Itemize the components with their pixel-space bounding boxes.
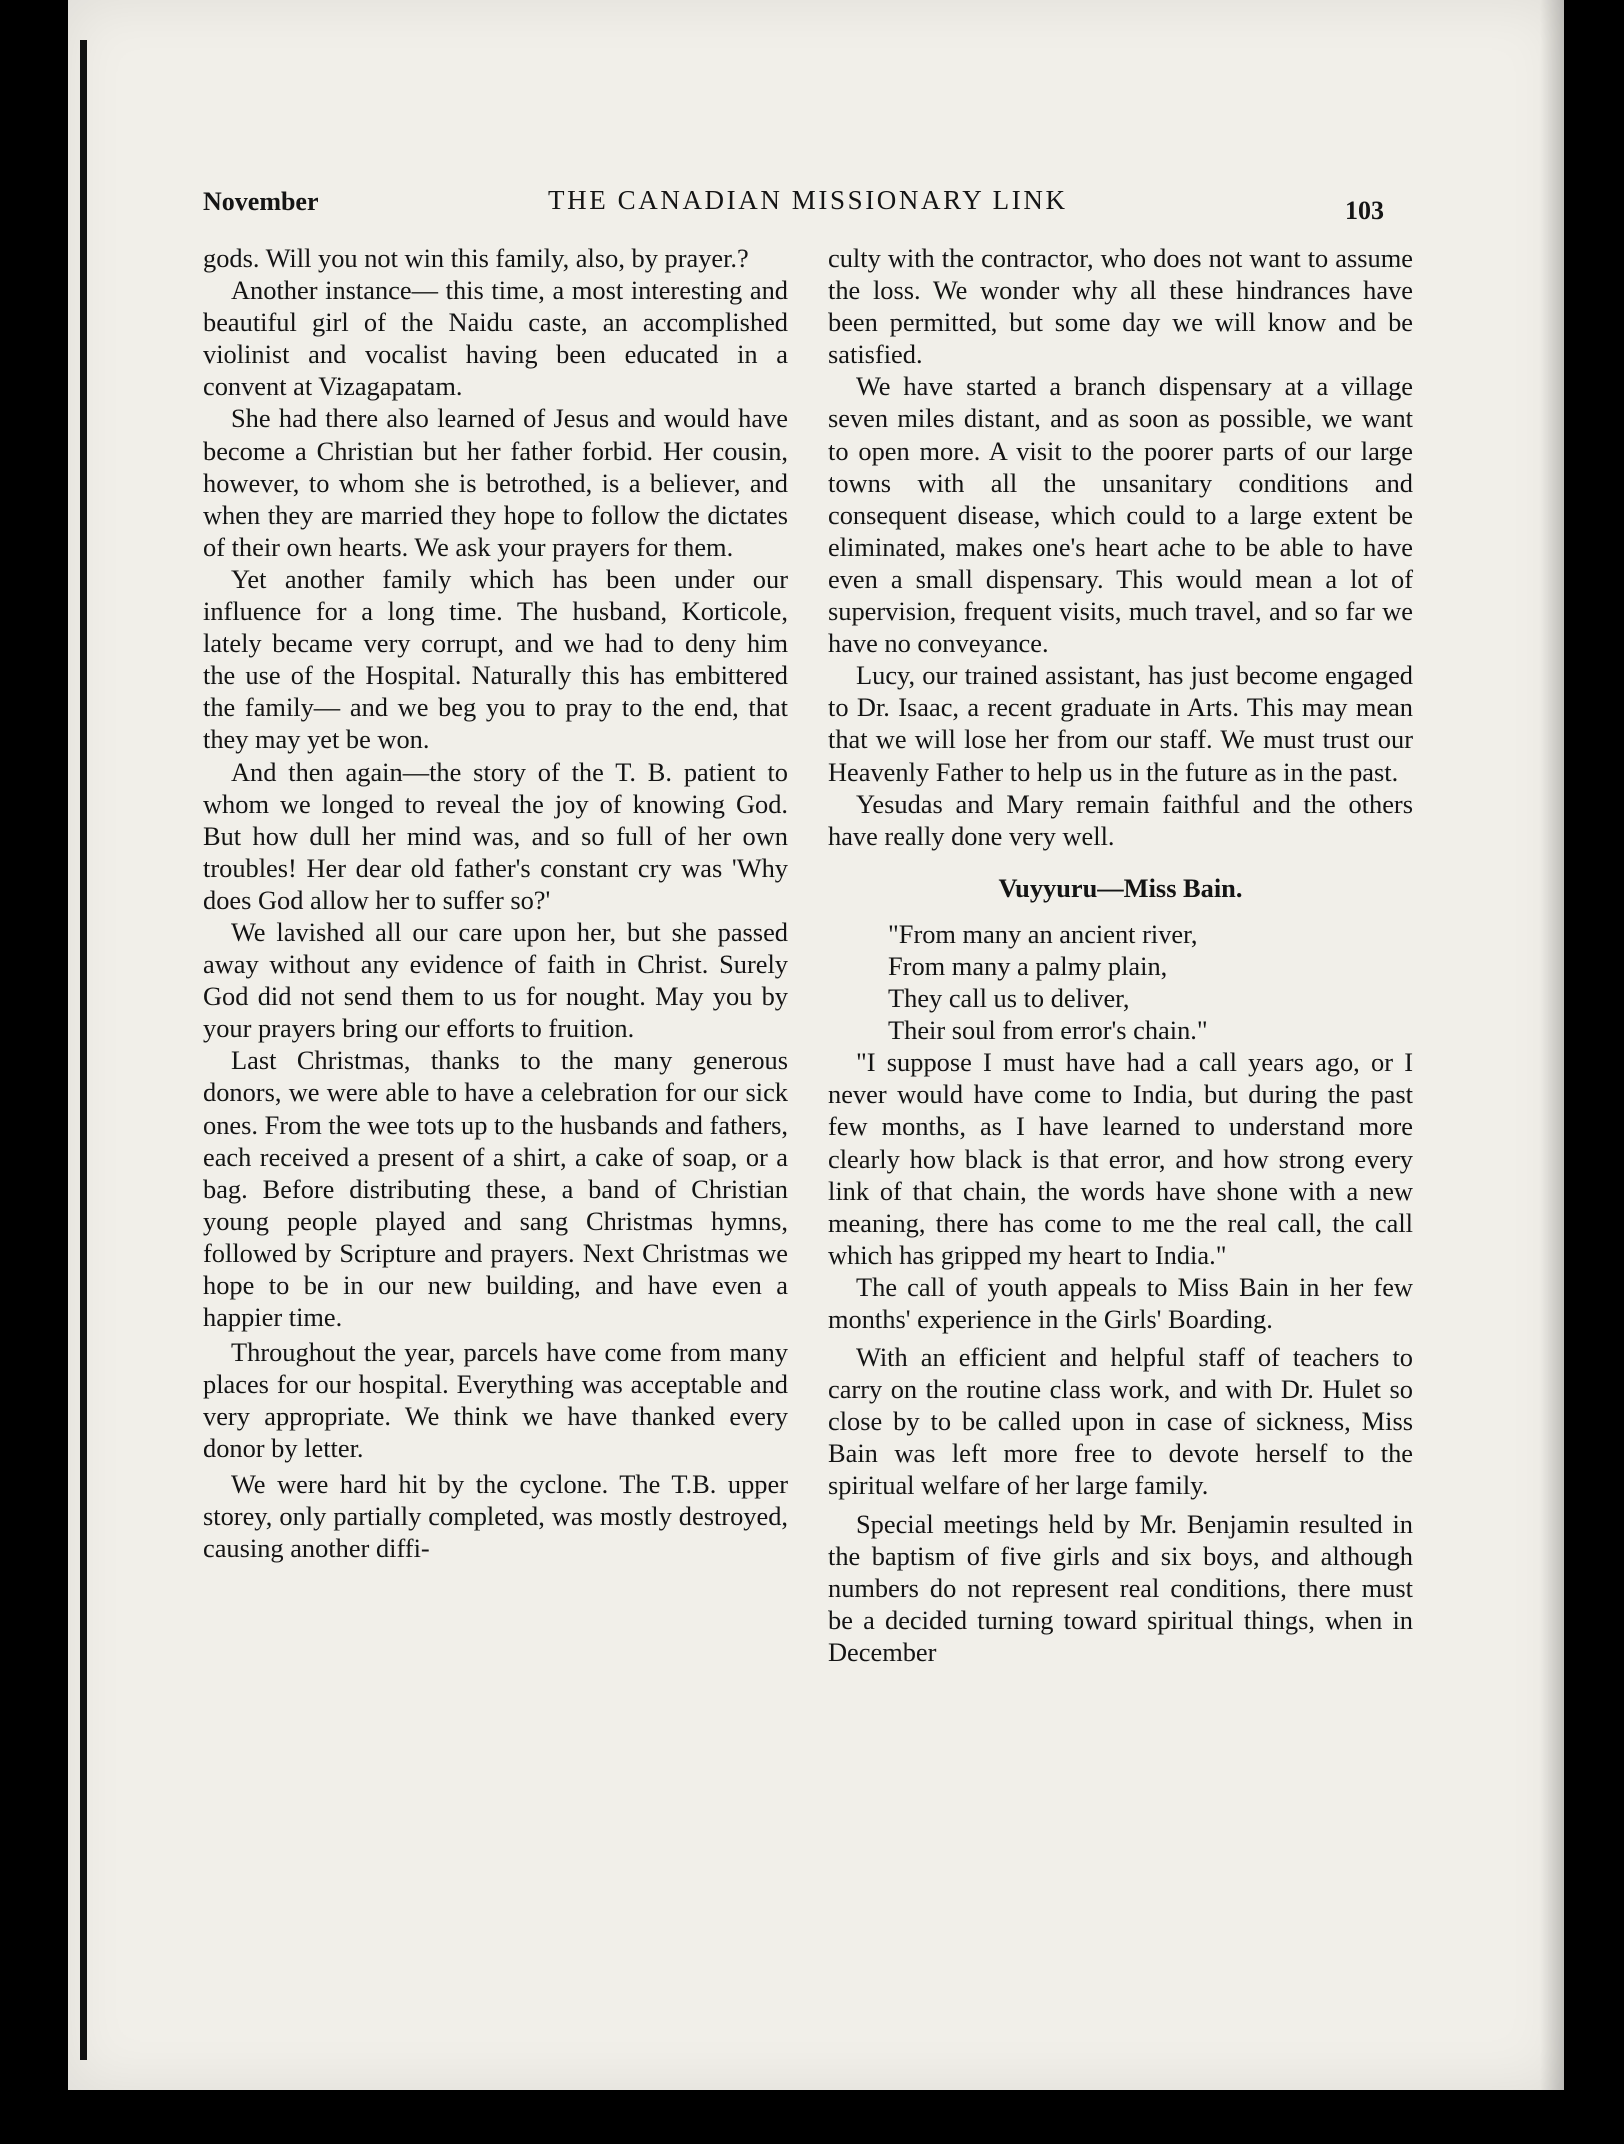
section-heading: Vuyyuru—Miss Bain. bbox=[998, 872, 1243, 903]
poem-line: "From many an ancient river, bbox=[888, 918, 1198, 949]
paragraph: The call of youth appeals to Miss Bain in her few months' experience in the Girls' Boarding. bbox=[828, 1271, 1413, 1334]
paragraph: Another instance— this time, a most interesting and beautiful girl of the Naidu caste, an accomplished violinist and vocalist having been educated in a convent at Vizagapatam. bbox=[203, 275, 788, 402]
paragraph: culty with the contractor, who does not want to assume the loss. We wonder why all these hindrances have been permitted, but some day we will know and be satisfied. bbox=[828, 243, 1413, 370]
paragraph: We have started a branch dispensary at a village seven miles distant, and as soon as possible, we want to open more. A visit to the poorer parts of our large towns with all the unsanitary conditions and consequent disease, which could to a large extent be eliminated, makes one's heart ache to be able to have even a small dispensary. This would mean a lot of supervision, frequent visits, much travel, and so far we have no conveyance. bbox=[828, 371, 1413, 659]
left-column bbox=[203, 242, 788, 1564]
paragraph: She had there also learned of Jesus and would have become a Christian but her father forbid. Her cousin, however, to whom she is betrothed, is a believer, and when they are married they hope to follow the dictates of their own hearts. We ask your prayers for them. bbox=[203, 403, 788, 562]
page-number: 103 bbox=[1345, 196, 1384, 225]
running-head-month: November bbox=[203, 187, 319, 216]
paragraph: Yesudas and Mary remain faithful and the others have really done very well. bbox=[828, 788, 1413, 851]
paragraph: Special meetings held by Mr. Benjamin resulted in the baptism of five girls and six boys, and although numbers do not represent real conditions, there must be a decided turning toward spiritual things, when in December bbox=[828, 1508, 1413, 1667]
page-edge-shadow bbox=[1540, 0, 1564, 2090]
paragraph: We lavished all our care upon her, but she passed away without any evidence of faith in Christ. Surely God did not send them to us for nought. May you by your prayers bring our efforts to fruition. bbox=[203, 916, 788, 1044]
paragraph: We were hard hit by the cyclone. The T.B. upper storey, only partially completed, was mostly destroyed, causing another diffi- bbox=[203, 1468, 788, 1563]
paragraph: gods. Will you not win this family, also, by prayer.? bbox=[203, 243, 749, 273]
binding-edge bbox=[80, 40, 87, 2060]
poem-line: Their soul from error's chain." bbox=[888, 1015, 1208, 1046]
right-column bbox=[828, 242, 1413, 1668]
paragraph: Yet another family which has been under our influence for a long time. The husband, Korticole, lately became very corrupt, and we had to deny him the use of the Hospital. Naturally this has embittered the family— and we beg you to pray to the end, that they may yet be won. bbox=[203, 563, 788, 755]
poem-quote bbox=[888, 918, 1413, 1046]
paragraph: "I suppose I must have had a call years ago, or I never would have come to India, but during the past few months, as I have learned to understand more clearly how black is that error, and how strong every link of that chain, the words have shone with a new meaning, there has come to me the real call, the call which has gripped my heart to India." bbox=[828, 1047, 1413, 1270]
running-head-title: THE CANADIAN MISSIONARY LINK bbox=[548, 185, 1068, 215]
paragraph: Last Christmas, thanks to the many generous donors, we were able to have a celebration for our sick ones. From the wee tots up to the husbands and fathers, each received a present of a shirt, a cake of soap, or a bag. Before distributing these, a band of Christian young people played and sang Christmas hymns, followed by Scripture and prayers. Next Christmas we hope to be in our new building, and have even a happier time. bbox=[203, 1045, 788, 1333]
poem-line: From many a palmy plain, bbox=[888, 950, 1168, 981]
paragraph: Lucy, our trained assistant, has just become engaged to Dr. Isaac, a recent graduate in Arts. This may mean that we will lose her from our staff. We must trust our Heavenly Father to help us in the future as in the past. bbox=[828, 660, 1413, 787]
paragraph: Throughout the year, parcels have come from many places for our hospital. Everything was acceptable and very appropriate. We think we have thanked every donor by letter. bbox=[203, 1337, 788, 1464]
poem-line: They call us to deliver, bbox=[888, 983, 1130, 1014]
paragraph: And then again—the story of the T. B. patient to whom we longed to reveal the joy of knowing God. But how dull her mind was, and so full of her own troubles! Her dear old father's constant cry was 'Why does God allow her to suffer so?' bbox=[203, 756, 788, 915]
paragraph: With an efficient and helpful staff of teachers to carry on the routine class work, and with Dr. Hulet so close by to be called upon in case of sickness, Miss Bain was left more free to devote herself to the spiritual welfare of her large family. bbox=[828, 1342, 1413, 1501]
